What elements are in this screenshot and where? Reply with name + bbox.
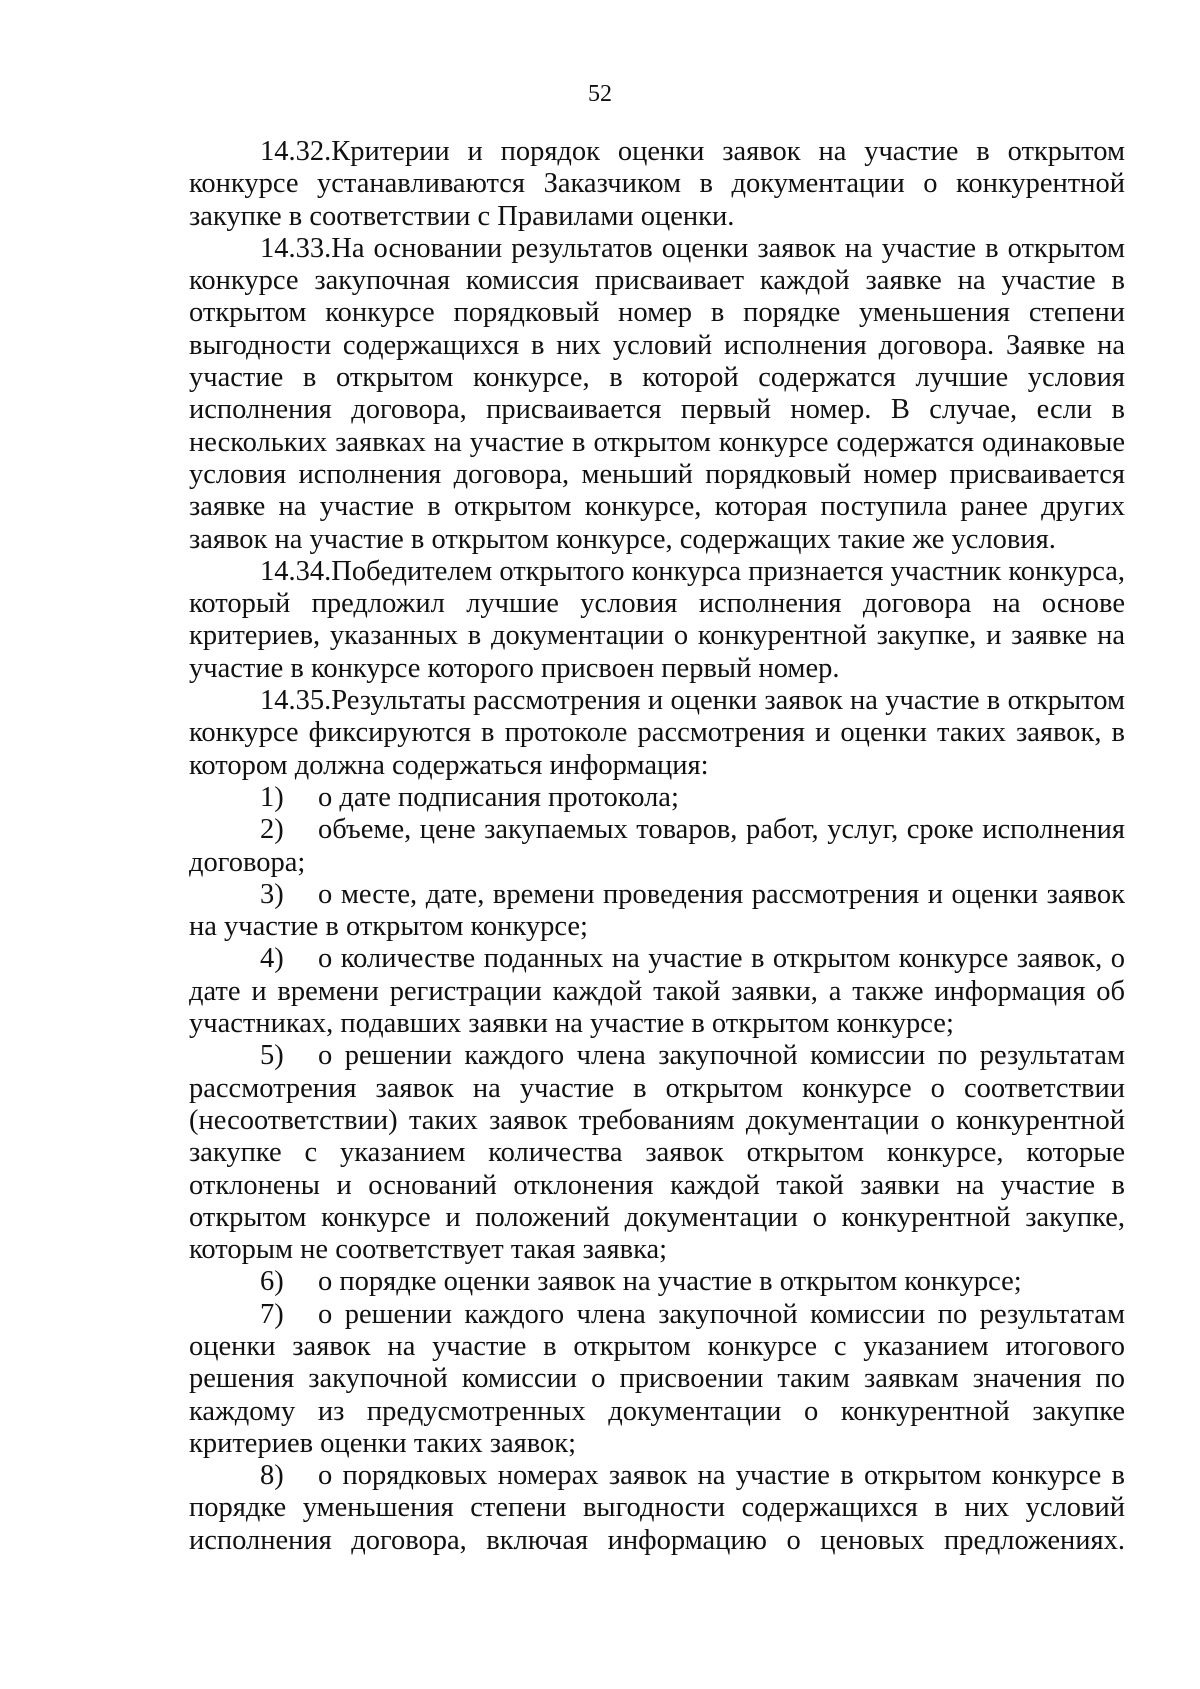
paragraph-14-34: 14.34.Победителем открытого конкурса признается участник конкурса, который предложил лучшие условия исполнения договора на основе критериев, указанных в документации о конкурентной закупке, и заявке на участие в конкурсе которого присвоен первый номер. [189, 555, 1125, 684]
list-item-number: 4) [260, 943, 284, 975]
list-item-7 [189, 1299, 1125, 1460]
list-item-text: о порядке оценки заявок на участие в открытом конкурсе; [318, 1266, 1022, 1298]
paragraph-14-35: 14.35.Результаты рассмотрения и оценки заявок на участие в открытом конкурсе фиксируются в протоколе рассмотрения и оценки таких заявок, в котором должна содержаться информация: [189, 685, 1125, 781]
document-body [189, 136, 1125, 1557]
list-item-number: 7) [260, 1298, 284, 1330]
list-item-text: о решении каждого члена закупочной комиссии по результатам оценки заявок на участие в открытом конкурсе с указанием итогового решения закупочной комиссии о присвоении таким заявкам значения по каждому из предусмотренных документации о конкурентной закупке критериев оценки таких заявок; [189, 1298, 1125, 1459]
list-item-text: о порядковых номерах заявок на участие в открытом конкурсе в порядке уменьшения степени выгодности содержащихся в них условий исполнения договора, включая информацию о ценовых предложениях. [189, 1460, 1125, 1556]
paragraph-14-33: 14.33.На основании результатов оценки заявок на участие в открытом конкурсе закупочная комиссия присваивает каждой заявке на участие в открытом конкурсе порядковый номер в порядке уменьшения степени выгодности содержащихся в них условий исполнения договора. Заявке на участие в открытом конкурсе, в которой содержатся лучшие условия исполнения договора, присваивается первый номер. В случае, если в нескольких заявках на участие в открытом конкурсе содержатся одинаковые условия исполнения договора, меньший порядковый номер присваивается заявке на участие в открытом конкурсе, которая поступила ранее других заявок на участие в открытом конкурсе, содержащих такие же условия. [189, 232, 1125, 555]
list-item-number: 3) [260, 878, 284, 910]
list-item-number: 2) [260, 814, 284, 846]
list-item-number: 8) [260, 1460, 284, 1492]
list-item-3 [189, 879, 1125, 944]
list-item-number: 5) [260, 1040, 284, 1072]
list-item-1 [189, 782, 1125, 814]
paragraph-14-32: 14.32.Критерии и порядок оценки заявок на участие в открытом конкурсе устанавливаются Заказчиком в документации о конкурентной закупке в соответствии с Правилами оценки. [189, 136, 1125, 232]
list-item-4 [189, 943, 1125, 1040]
list-item-2 [189, 814, 1125, 879]
list-item-6 [189, 1266, 1125, 1298]
list-item-text: о месте, дате, времени проведения рассмотрения и оценки заявок на участие в открытом конкурсе; [189, 878, 1125, 943]
list-item-text: о количестве поданных на участие в открытом конкурсе заявок, о дате и времени регистрации каждой такой заявки, а также информация об участниках, подавших заявки на участие в открытом конкурсе; [189, 943, 1125, 1040]
page-number: 52 [588, 81, 612, 107]
list-item-text: о дате подписания протокола; [318, 781, 679, 813]
list-item-number: 6) [260, 1266, 284, 1298]
list-item-text: объеме, цене закупаемых товаров, работ, услуг, сроке исполнения договора; [189, 814, 1125, 878]
list-item-8 [189, 1460, 1125, 1557]
list-item-number: 1) [260, 781, 284, 813]
list-item-5 [189, 1040, 1125, 1266]
list-item-text: о решении каждого члена закупочной комиссии по результатам рассмотрения заявок на участие в открытом конкурсе о соответствии (несоответствии) таких заявок требованиям документации о конкурентной закупке с указанием количества заявок открытом конкурсе, которые отклонены и оснований отклонения каждой такой заявки на участие в открытом конкурсе и положений документации о конкурентной закупке, которым не соответствует такая заявка; [189, 1040, 1125, 1266]
